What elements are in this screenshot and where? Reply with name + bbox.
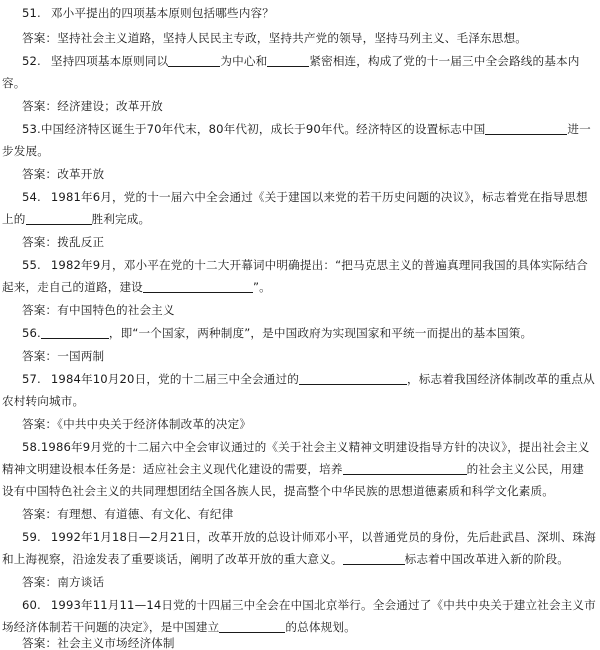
- fill-blank: [485, 123, 567, 135]
- fill-blank: [26, 213, 92, 225]
- answer-55: 答案：有中国特色的社会主义: [22, 303, 175, 317]
- question-58-cont2: 设有中国特色社会主义的共同理想团结全国各族人民，提高整个中华民族的思想道德素质和科学文化素质。: [2, 484, 554, 498]
- fill-blank: [267, 55, 309, 67]
- question-55: 55. 1982年9月，邓小平在党的十二大开幕词中明确提出：“把马克思主义的普遍真理同我国的具体实际结合: [22, 258, 588, 272]
- question-60-cont: 场经济体制若干问题的决定》，是中国建立 的总体规划。: [2, 620, 356, 634]
- answer-52: 答案：经济建设；改革开放: [22, 99, 163, 113]
- question-54: 54. 1981年6月，党的十一届六中全会通过《关于建国以来党的若干历史问题的决议》，标志着党在指导思想: [22, 190, 588, 204]
- answer-56: 答案：一国两制: [22, 349, 105, 363]
- answer-59: 答案：南方谈话: [22, 575, 105, 589]
- answer-54: 答案：拨乱反正: [22, 235, 105, 249]
- question-52: 52. 坚持四项基本原则同以 为中心和 紧密相连，构成了党的十一届三中全会路线的基本内: [22, 54, 580, 68]
- answer-53: 答案：改革开放: [22, 167, 105, 181]
- question-56: 56. ，即“一个国家，两种制度”，是中国政府为实现国家和平统一而提出的基本国策。: [22, 326, 533, 340]
- question-57-cont: 农村转向城市。: [2, 394, 85, 408]
- question-58: 58.1986年9月党的十二届六中全会审议通过的《关于社会主义精神文明建设指导方针的决议》，提出社会主义: [22, 440, 590, 454]
- answer-58: 答案：有理想、有道德、有文化、有纪律: [22, 507, 234, 521]
- fill-blank: [219, 621, 285, 633]
- question-58-cont1: 精神文明建设根本任务是：适应社会主义现代化建设的需要，培养 的社会主义公民，用建: [2, 462, 585, 476]
- fill-blank: [299, 373, 407, 385]
- answer-60: 答案：社会主义市场经济体制: [22, 636, 175, 650]
- question-59-cont: 和上海视察，沿途发表了重要谈话，阐明了改革开放的重大意义。 标志着中国改革进入新的阶段。: [2, 552, 569, 566]
- question-52-cont: 容。: [2, 76, 26, 90]
- fill-blank: [343, 463, 467, 475]
- question-55-cont: 起来，走自己的道路，建设 ”。: [2, 280, 271, 294]
- question-53: 53.中国经济特区诞生于70年代末，80年代初，成长于90年代。经济特区的设置标志中国 进一: [22, 122, 591, 136]
- question-60: 60. 1993年11月11—14日党的十四届三中全会在中国北京举行。全会通过了《中共中央关于建立社会主义市: [22, 598, 596, 612]
- fill-blank: [143, 281, 253, 293]
- fill-blank: [343, 553, 405, 565]
- fill-blank: [168, 55, 220, 67]
- fill-blank: [41, 327, 109, 339]
- answer-51: 答案：坚持社会主义道路，坚持人民民主专政，坚持共产党的领导，坚持马列主义、毛泽东思想。: [22, 31, 527, 45]
- answer-57: 答案：《中共中央关于经济体制改革的决定》: [22, 417, 252, 431]
- question-53-cont: 步发展。: [2, 144, 49, 158]
- question-51: 51. 邓小平提出的四项基本原则包括哪些内容？: [22, 6, 275, 20]
- question-59: 59. 1992年1月18日—2月21日，改革开放的总设计师邓小平，以普通党员的身份，先后赴武昌、深圳、珠海: [22, 530, 596, 544]
- question-57: 57. 1984年10月20日，党的十二届三中全会通过的 ，标志着我国经济体制改革的重点从: [22, 372, 595, 386]
- question-54-cont: 上的 胜利完成。: [2, 212, 151, 226]
